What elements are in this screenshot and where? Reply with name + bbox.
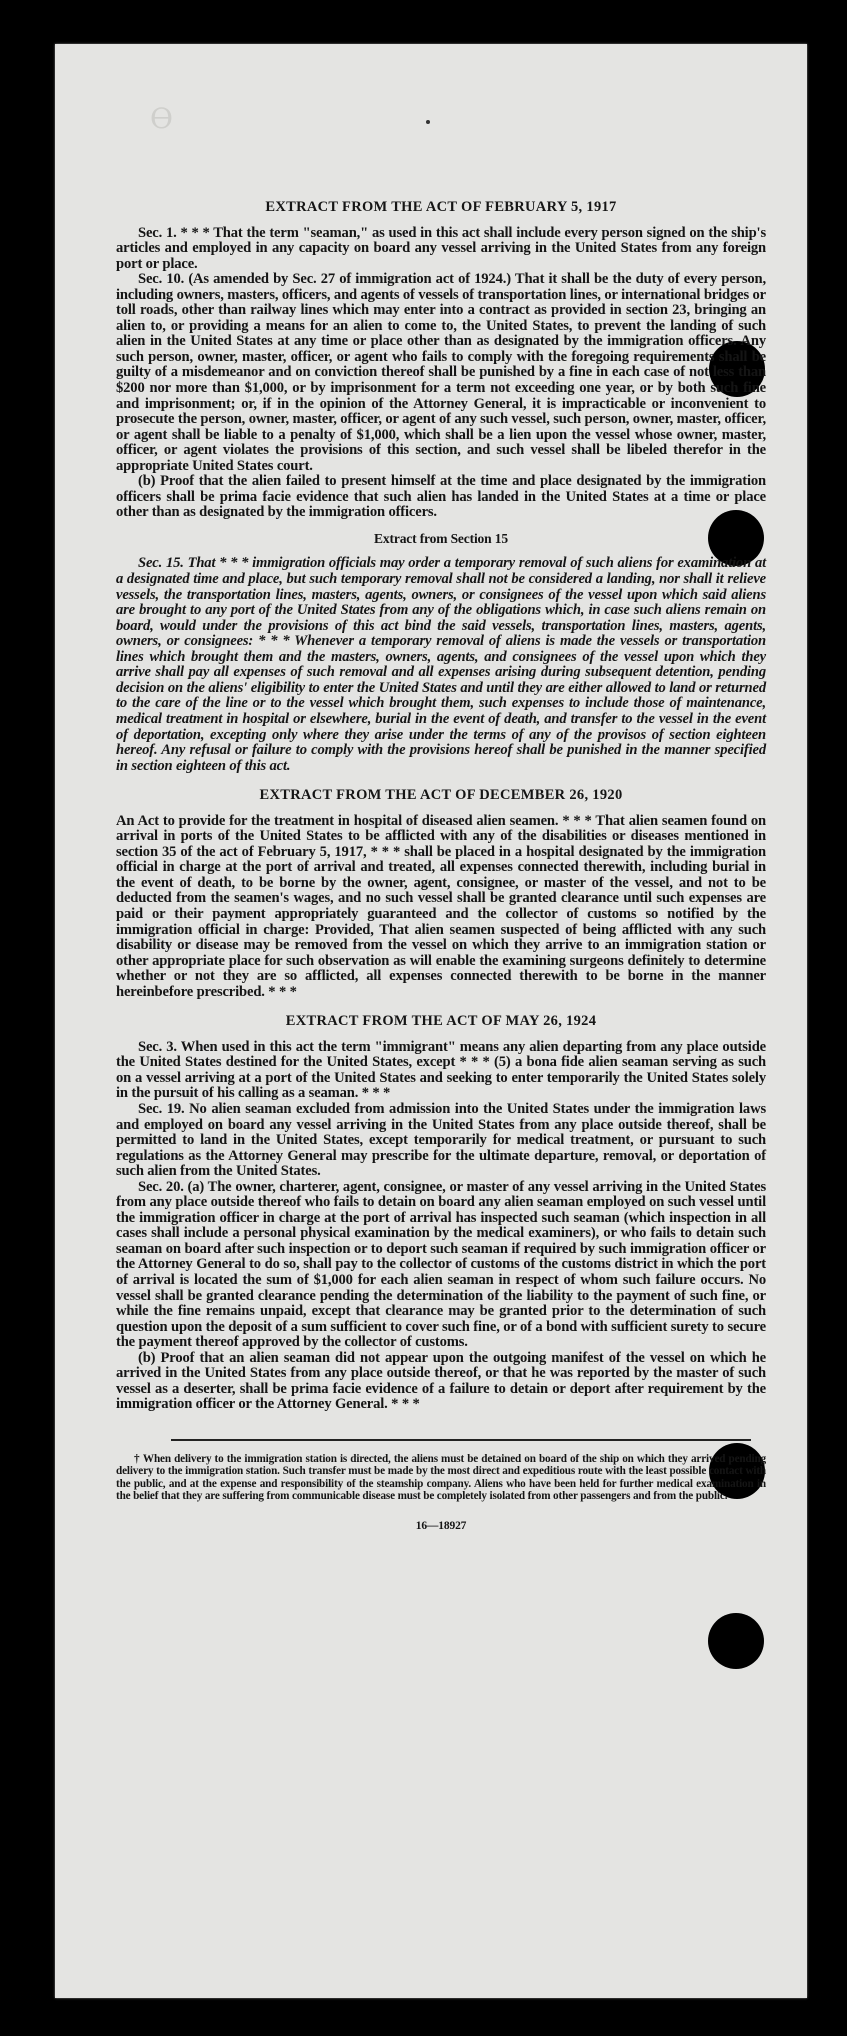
- margin-mark: Ɵ: [150, 102, 173, 135]
- section-heading-dec-1920: EXTRACT FROM THE ACT OF DECEMBER 26, 1920: [259, 787, 623, 804]
- punch-hole-4: [708, 1613, 764, 1669]
- document-body: [116, 194, 766, 1534]
- paragraph-sec-20b: (b) Proof that an alien seaman did not appear upon the outgoing manifest of the vessel on which he arrived in the United States from any place outside thereof, or that he was reported by the master of such vessel as a deserter, shall be prima facie evidence of a failure to detain or deport after requirement by the immigration officer or the Attorney General. * * *: [116, 1349, 766, 1413]
- paragraph-sec-20a: Sec. 20. (a) The owner, charterer, agent, consignee, or master of any vessel arriving in the United States from any place outside thereof who fails to detain on board any alien seaman employed on such vessel until the immigration officer in charge at the port of arrival has inspected such seaman (which inspection in all cases shall include a personal physical examination by the medical examiners), or who fails to detain such seaman on board after such inspection or to deport such seaman if required by such immigration officer or the Attorney General to do so, shall pay to the collector of customs of the customs district in which the port of arrival is located the sum of $1,000 for each alien seaman in respect of whom such failure occurs. No vessel shall be granted clearance pending the determination of the liability to the payment of such fine, or while the fine remains unpaid, except that clearance may be granted prior to the determination of such question upon the deposit of a sum sufficient to cover such fine, or of a bond with sufficient surety to secure the payment thereof approved by the collector of customs.: [116, 1178, 766, 1351]
- paragraph-sec-1: Sec. 1. * * * That the term "seaman," as used in this act shall include every person signed on the ship's articles and employed in any capacity on board any vessel arriving in the United States from any foreign port or place.: [116, 224, 766, 272]
- footnote: † When delivery to the immigration station is directed, the aliens must be detained on board of the ship on which they arrived pending delivery to the immigration station. Such transfer must be made by the most direct and expeditious route with the least possible contact with the public, and at the expense and responsibility of the steamship company. Aliens who have been held for further medical examination in the belief that they are suffering from communicable disease must be completely isolated from other passengers and from the public.: [116, 1452, 766, 1503]
- section-heading-feb-1917: EXTRACT FROM THE ACT OF FEBRUARY 5, 1917: [265, 199, 617, 215]
- paragraph-proof-b: (b) Proof that the alien failed to present himself at the time and place designated by the immigration officers shall be prima facie evidence that such alien has landed in the United States at a time or place other than as designated by the immigration officers.: [116, 473, 766, 521]
- paragraph-sec-15: Sec. 15. That * * * immigration officials may order a temporary removal of such aliens for examination at a designated time and place, but such temporary removal shall not be considered a landing, nor shall it relieve vessels, the transportation lines, masters, agents, owners, or consignees of the vessel upon which said aliens are brought to any port of the United States from any of the obligations which, in case such aliens remain on board, would under the provisions of this act bind the said vessels, transportation lines, masters, agents, owners, or consignees: * * * Whenever a temporary removal of aliens is made the vessels or transportation lines which brought them and the masters, owners, agents, and consignees of the vessel upon which they arrive shall pay all expenses of such removal and all expenses arising during subsequent detention, pending decision on the aliens' eligibility to enter the United States and until they are either allowed to land or returned to the care of the line or to the vessel which brought them, such expenses to include those of maintenance, medical treatment in hospital or elsewhere, burial in the event of death, and transfer to the vessel in the event of deportation, excepting only where they arise under the terms of any of the provisos of section eighteen hereof. Any refusal or failure to comply with the provisions hereof shall be punished in the manner specified in section eighteen of this act.: [116, 555, 766, 774]
- paragraph-sec-10: Sec. 10. (As amended by Sec. 27 of immigration act of 1924.) That it shall be the duty of every person, including owners, masters, officers, and agents of vessels of transportation lines, or international bridges or toll roads, other than railway lines which may enter into a contract as provided in section 23, bringing an alien to, or providing a means for an alien to come to, the United States, to prevent the landing of such alien in the United States at any time or place other than as designated by the immigration officers. Any such person, owner, master, officer, or agent who fails to comply with the foregoing requirements shall be guilty of a misdemeanor and on conviction thereof shall be punished by a fine in each case of not less than $200 nor more than $1,000, or by imprisonment for a term not exceeding one year, or by both such fine and imprisonment; or, if in the opinion of the Attorney General, it is impracticable or inconvenient to prosecute the person, owner, master, officer, or agent of any such vessel, such person, owner, master, officer, or agent shall be liable to a penalty of $1,000, which shall be a lien upon the vessel whose owner, master, officer, or agent violates the provisions of this section, and such vessel shall be libeled therefor in the appropriate United States court.: [116, 271, 766, 474]
- paragraph-act-dec-1920: An Act to provide for the treatment in hospital of diseased alien seamen. * * * That alien seamen found on arrival in ports of the United States to be afflicted with any of the disabilities or diseases mentioned in section 35 of the act of February 5, 1917, * * * shall be placed in a hospital designated by the immigration official in charge at the port of arrival and treated, all expenses connected therewith, including burial in the event of death, to be borne by the owner, agent, consignee, or master of the vessel, and not to be deducted from the seamen's wages, and no such vessel shall be granted clearance until such expenses are paid or their payment appropriately guaranteed and the collector of customs so notified by the immigration official in charge: Provided, That alien seamen suspected of being afflicted with any such disability or disease may be removed from the vessel on which they arrive to an immigration station or other appropriate place for such observation as will enable the examining surgeons definitely to determine whether or not they are so afflicted, all expenses connected therewith to be borne in the manner hereinbefore prescribed. * * *: [116, 812, 766, 1000]
- page-number: 16—18927: [415, 1519, 467, 1532]
- center-dot: [426, 120, 430, 124]
- paragraph-sec-3: Sec. 3. When used in this act the term "immigrant" means any alien departing from any place outside the United States destined for the United States, except * * * (5) a bona fide alien seaman serving as such on a vessel arriving at a port of the United States and seeking to enter temporarily the United States solely in the pursuit of his calling as a seaman. * * *: [116, 1038, 766, 1102]
- paragraph-sec-19: Sec. 19. No alien seaman excluded from admission into the United States under the immigration laws and employed on board any vessel arriving in the United States from any place outside thereof, shall be permitted to land in the United States, except temporarily for medical treatment, or pursuant to such regulations as the Attorney General may prescribe for the ultimate departure, removal, or deportation of such alien from the United States.: [116, 1100, 766, 1180]
- document-page: [55, 44, 807, 1998]
- footnote-rule: [171, 1439, 751, 1441]
- section-heading-sec-15: Extract from Section 15: [374, 530, 508, 546]
- section-heading-may-1924: EXTRACT FROM THE ACT OF MAY 26, 1924: [285, 1013, 597, 1030]
